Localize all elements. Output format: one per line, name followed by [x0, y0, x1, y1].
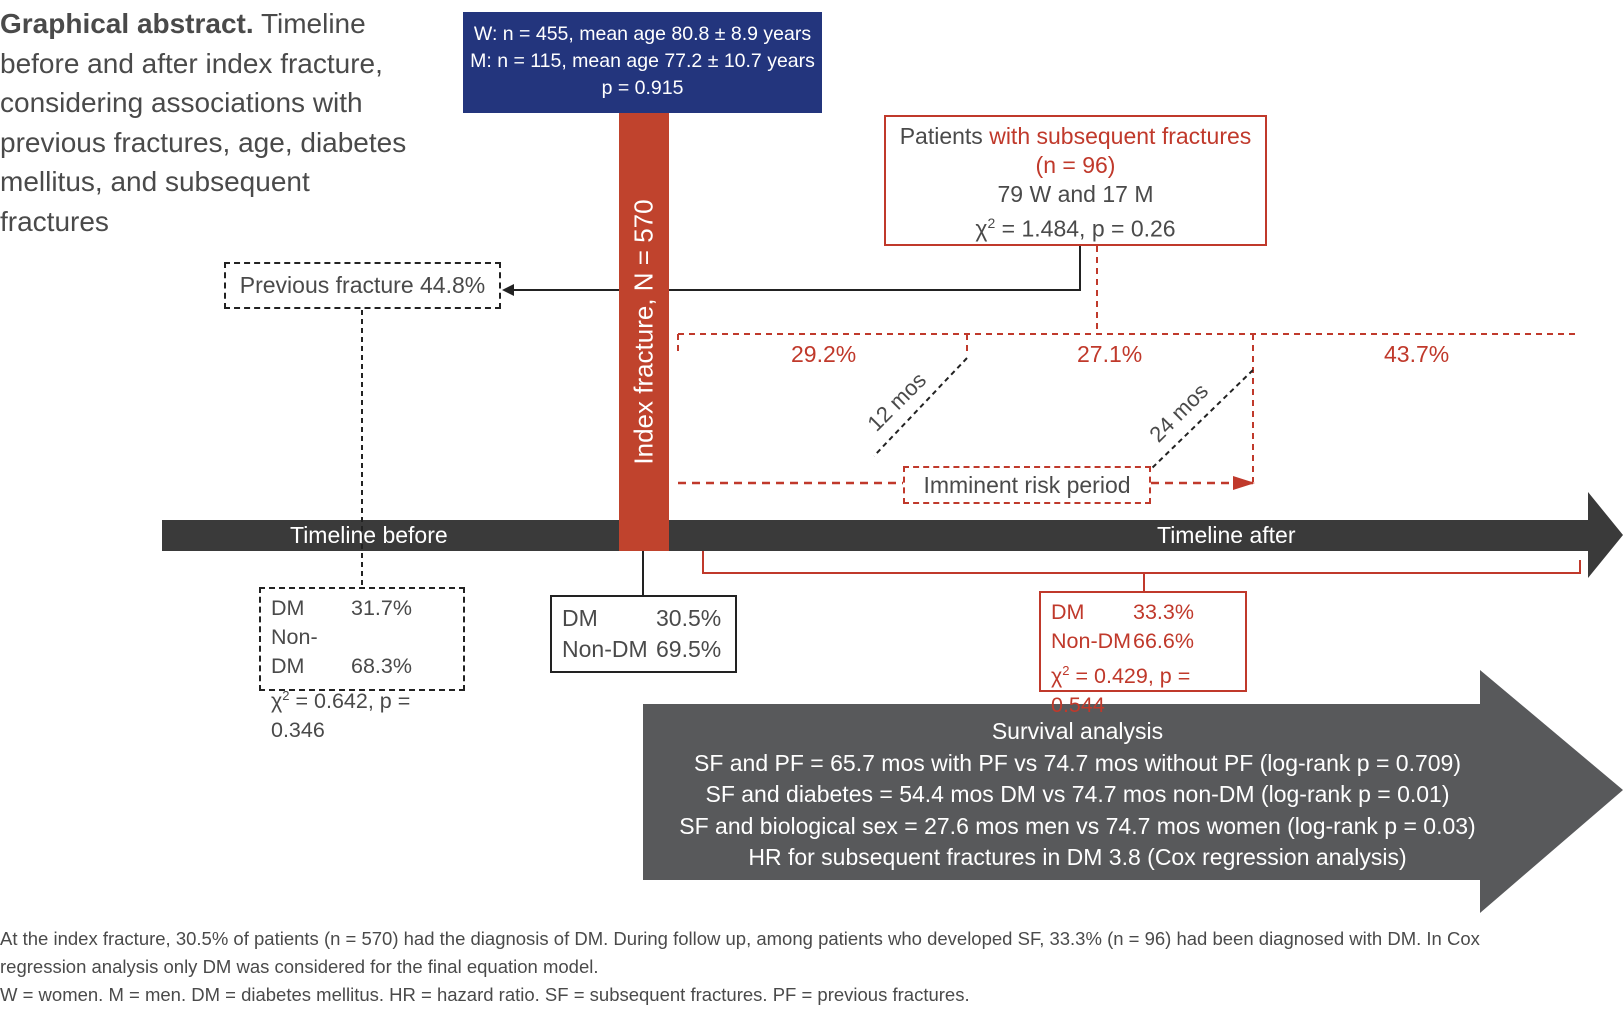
- after-bracket: [703, 551, 1580, 591]
- cohort-p-value: p = 0.915: [601, 77, 684, 99]
- caption-line-1: At the index fracture, 30.5% of patients (n = 570) had the diagnosis of DM. During follow up, among patients who developed SF, 33.3% (n = 96) had been diagnosed with DM. In Cox: [0, 928, 1480, 949]
- subsequent-highlight: with subsequent fractures: [989, 123, 1252, 149]
- survival-line-2: SF and diabetes = 54.4 mos DM vs 74.7 mos non-DM (log-rank p = 0.01): [705, 781, 1450, 807]
- dm-before-chi: $\chi^2 = 0.642$, p = 0.346: [271, 688, 411, 743]
- dm-before-box: [259, 587, 465, 743]
- period-3-percent: 43.7%: [1384, 341, 1450, 367]
- title-line-3: considering associations with: [0, 87, 363, 118]
- timeline-after-label: Timeline after: [1157, 522, 1296, 548]
- title-line-1: Timeline: [260, 8, 366, 39]
- cohort-women: W: n = 455, mean age 80.8 ± 8.9 years: [473, 23, 812, 45]
- dm-index-row: DM 30.5%: [562, 605, 722, 631]
- dm-after-chi: $\chi^2 = 0.429$, p = 0.544: [1051, 663, 1191, 718]
- title-bold: Graphical abstract.: [0, 8, 254, 39]
- nondm-after-row: Non-DM66.6%: [1051, 629, 1194, 653]
- subsequent-fractures-box: [884, 115, 1267, 246]
- label-24-months: 24 mos: [1144, 378, 1214, 447]
- dm-after-row: DM 33.3%: [1051, 600, 1194, 624]
- subsequent-prefix: Patients: [899, 123, 990, 149]
- survival-line-4: HR for subsequent fractures in DM 3.8 (Cox regression analysis): [748, 844, 1407, 870]
- caption-abbreviations: W = women. M = men. DM = diabetes mellitus. HR = hazard ratio. SF = subsequent fractures. PF = previous fractures.: [0, 984, 970, 1005]
- subsequent-n: (n = 96): [1035, 152, 1116, 178]
- caption-line-2: regression analysis only DM was considered for the final equation model.: [0, 956, 599, 977]
- title-line-4: previous fractures, age, diabetes: [0, 126, 407, 158]
- survival-line-1: SF and PF = 65.7 mos with PF vs 74.7 mos without PF (log-rank p = 0.709): [693, 749, 1461, 776]
- nondm-before-row: Non-DM 68.3%: [271, 625, 412, 678]
- nondm-index-row: Non-DM 69.5%: [562, 636, 722, 662]
- dm-after-box: [1039, 591, 1247, 718]
- figure-caption: [0, 925, 1623, 1009]
- period-1-percent: 29.2%: [791, 341, 857, 367]
- subsequent-chi: $\chi^2 = 1.484$, p = 0.26: [975, 215, 1176, 242]
- title-line-5: mellitus, and subsequent: [0, 166, 310, 197]
- cohort-men: M: n = 115, mean age 77.2 ± 10.7 years: [470, 50, 815, 72]
- timeline-before-label: Timeline before: [290, 522, 448, 548]
- connector-subsequent-to-previous: [504, 246, 1080, 290]
- survival-analysis-text: [645, 716, 1510, 874]
- title-line-6: fractures: [0, 205, 109, 237]
- index-fracture-label: Index fracture, N = 570: [628, 199, 659, 465]
- previous-fracture-box: Previous fracture 44.8%: [224, 262, 501, 309]
- dm-index-box: [550, 595, 737, 673]
- cohort-summary-box: [463, 12, 822, 113]
- period-2-percent: 27.1%: [1077, 341, 1143, 367]
- imminent-risk-box: Imminent risk period: [903, 466, 1151, 504]
- title-line-2: before and after index fracture,: [0, 47, 383, 79]
- subsequent-title: [886, 122, 1265, 151]
- subsequent-sex: 79 W and 17 M: [997, 181, 1154, 207]
- survival-line-3: SF and biological sex = 27.6 mos men vs 74.7 mos women (log-rank p = 0.03): [679, 812, 1476, 839]
- dm-before-row: DM 31.7%: [271, 596, 412, 620]
- label-12-months: 12 mos: [862, 367, 932, 436]
- survival-heading: Survival analysis: [991, 718, 1164, 744]
